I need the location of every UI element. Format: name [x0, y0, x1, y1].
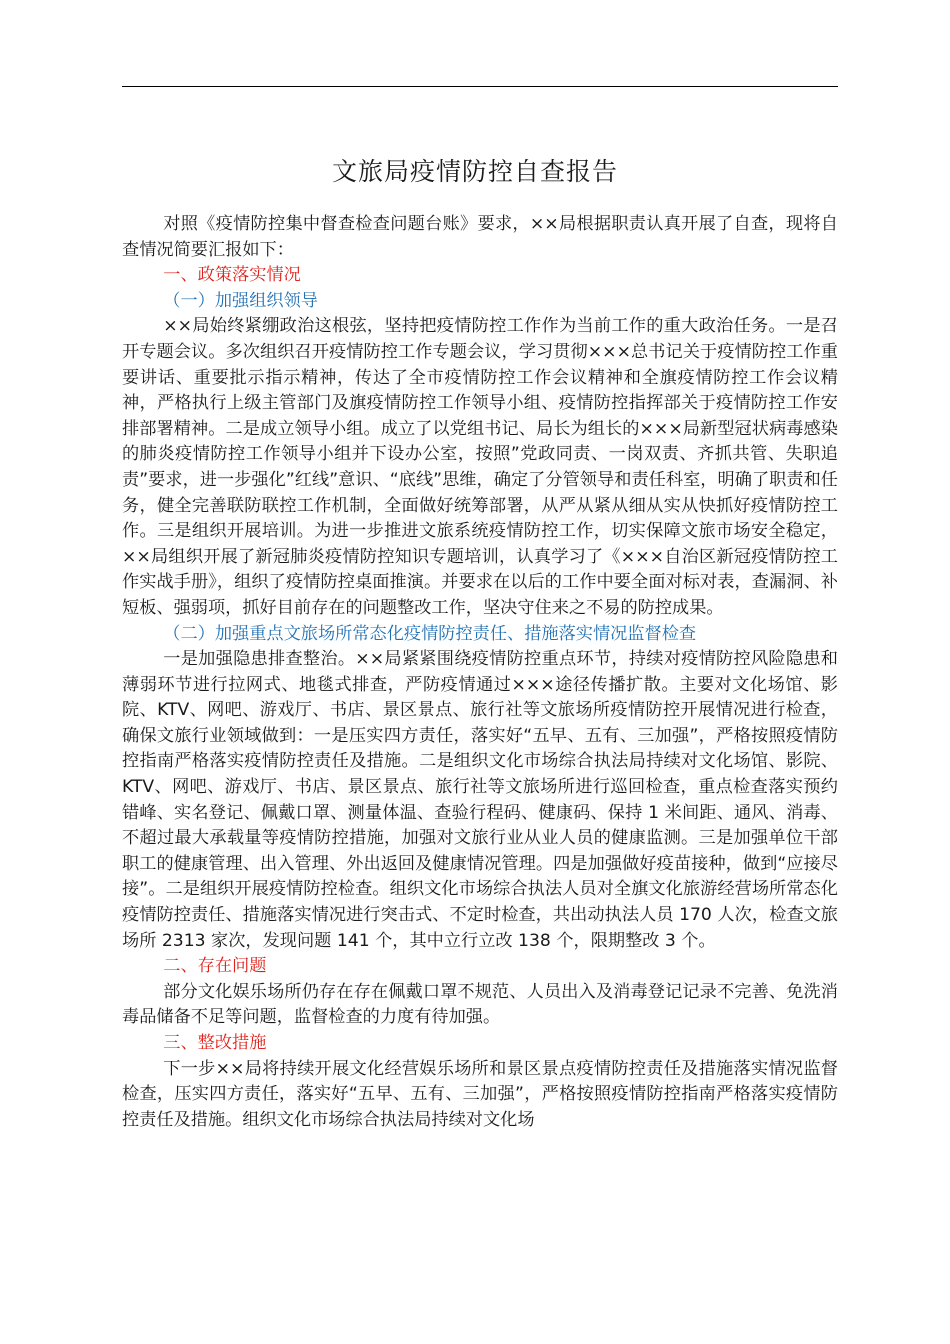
- document-body: [122, 212, 838, 1133]
- section1-sub1-heading: （一）加强组织领导: [163, 290, 318, 311]
- section1-sub2-body: 一是加强隐患排查整治。××局紧紧围绕疫情防控重点环节，持续对疫情防控风险隐患和薄弱环节进行拉网式、地毯式排查，严防疫情通过×××途径传播扩散。主要对文化场馆、影院、KTV、网吧、游戏厅、书店、景区景点、旅行社等文旅场所疫情防控开展情况进行检查，确保文旅行业领域做到：一是压实四方责任，落实好“五早、五有、三加强”，严格按照疫情防控指南严格落实疫情防控责任及措施。二是组织文化市场综合执法局持续对文化场馆、影院、KTV、网吧、游戏厅、书店、景区景点、旅行社等文旅场所进行巡回检查，重点检查落实预约错峰、实名登记、佩戴口罩、测量体温、查验行程码、健康码、保持 1 米间距、通风、消毒、不超过最大承载量等疫情防控措施，加强对文旅行业从业人员的健康监测。三是加强单位干部职工的健康管理、出入管理、外出返回及健康情况管理。四是加强做好疫苗接种，做到“应接尽接”。二是组织开展疫情防控检查。组织文化市场综合执法人员对全旗文化旅游经营场所常态化疫情防控责任、措施落实情况进行突击式、不定时检查，共出动执法人员 170 人次，检查文旅场所 2313 家次，发现问题 141 个，其中立行立改 138 个，限期整改 3 个。: [122, 649, 838, 951]
- section2-heading: 二、存在问题: [163, 956, 267, 977]
- section2-body: 部分文化娱乐场所仍存在存在佩戴口罩不规范、人员出入及消毒登记记录不完善、免洗消毒品储备不足等问题，监督检查的力度有待加强。: [122, 981, 838, 1028]
- intro-paragraph: 对照《疫情防控集中督查检查问题台账》要求，××局根据职责认真开展了自查，现将自查情况简要汇报如下：: [122, 214, 838, 260]
- section3-heading: 三、整改措施: [163, 1033, 267, 1053]
- header-rule: [122, 86, 838, 87]
- section3-body: 下一步××局将持续开展文化经营娱乐场所和景区景点疫情防控责任及措施落实情况监督检查，压实四方责任，落实好“五早、五有、三加强”，严格按照疫情防控指南严格落实疫情防控责任及措施。组织文化市场综合执法局持续对文化场: [122, 1058, 838, 1130]
- section1-sub1-body: ××局始终紧绷政治这根弦，坚持把疫情防控工作作为当前工作的重大政治任务。一是召开专题会议。多次组织召开疫情防控工作专题会议，学习贯彻×××总书记关于疫情防控工作重要讲话、重要批示指示精神，传达了全市疫情防控工作会议精神和全旗疫情防控工作会议精神，严格执行上级主管部门及旗疫情防控工作领导小组、疫情防控指挥部关于疫情防控工作安排部署精神。二是成立领导小组。成立了以党组书记、局长为组长的×××局新型冠状病毒感染的肺炎疫情防控工作领导小组并下设办公室，按照”党政同责、一岗双责、齐抓共管、失职追责”要求，进一步强化”红线”意识、“底线”思维，确定了分管领导和责任科室，明确了职责和任务，健全完善联防联控工作机制，全面做好统筹部署，从严从紧从细从实从快抓好疫情防控工作。三是组织开展培训。为进一步推进文旅系统疫情防控工作，切实保障文旅市场安全稳定，××局组织开展了新冠肺炎疫情防控知识专题培训，认真学习了《×××自治区新冠疫情防控工作实战手册》，组织了疫情防控桌面推演。并要求在以后的工作中要全面对标对表，查漏洞、补短板、强弱项，抓好目前存在的问题整改工作，坚决守住来之不易的防控成果。: [122, 316, 838, 618]
- section1-heading: 一、政策落实情况: [163, 265, 301, 286]
- section1-sub2-heading: （二）加强重点文旅场所常态化疫情防控责任、措施落实情况监督检查: [163, 623, 697, 644]
- document-title: 文旅局疫情防控自查报告: [331, 157, 618, 186]
